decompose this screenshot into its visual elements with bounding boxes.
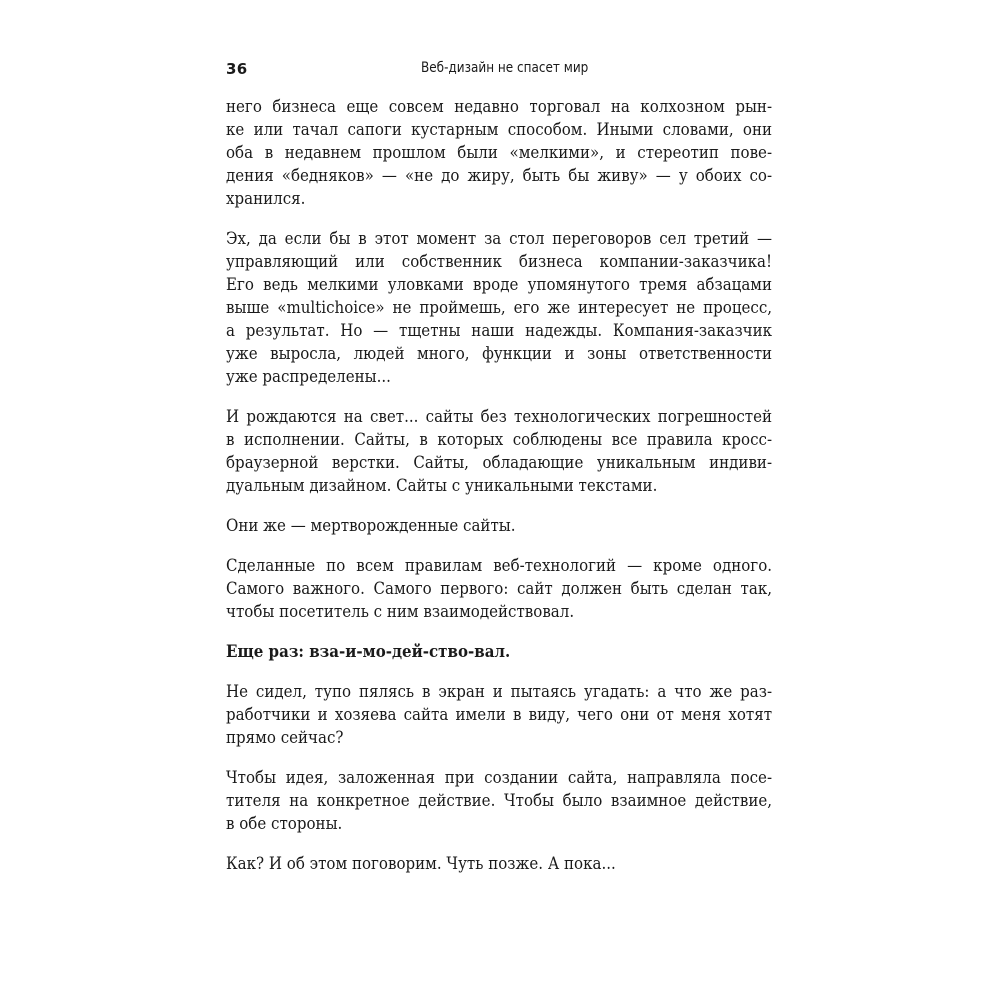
text-line: уже распределены... bbox=[226, 367, 391, 387]
paragraph bbox=[226, 406, 772, 498]
paragraph bbox=[226, 555, 772, 624]
text-line: Еще раз: вза-и-мо-дей-ство-вал. bbox=[226, 642, 511, 662]
paragraph bbox=[226, 853, 772, 876]
body-text bbox=[226, 96, 772, 893]
text-line: управляющий или собственник бизнеса компании-заказчика! bbox=[226, 252, 773, 272]
text-line: Они же — мертворожденные сайты. bbox=[226, 516, 516, 536]
text-line: Его ведь мелкими уловками вроде упомянутого тремя абзацами bbox=[226, 275, 773, 295]
text-line: тителя на конкретное действие. Чтобы было взаимное действие, bbox=[226, 791, 773, 811]
paragraph bbox=[226, 681, 772, 750]
text-line: в обе стороны. bbox=[226, 814, 343, 834]
text-line: Самого важного. Самого первого: сайт должен быть сделан так, bbox=[226, 579, 773, 599]
running-title: Веб-дизайн не спасет мир bbox=[421, 60, 589, 76]
text-line: Не сидел, тупо пялясь в экран и пытаясь угадать: а что же раз- bbox=[226, 682, 773, 702]
paragraph bbox=[226, 515, 772, 538]
text-line: в исполнении. Сайты, в которых соблюдены все правила кросс- bbox=[226, 430, 773, 450]
text-line: дения «бедняков» — «не до жиру, быть бы живу» — у обоих со- bbox=[226, 166, 773, 186]
text-line: Эх, да если бы в этот момент за стол переговоров сел третий — bbox=[226, 229, 773, 249]
page-number: 36 bbox=[226, 60, 248, 78]
text-line: Сделанные по всем правилам веб-технологий — кроме одного. bbox=[226, 556, 773, 576]
text-line: И рождаются на свет... сайты без технологических погрешностей bbox=[226, 407, 773, 427]
text-line: браузерной верстки. Сайты, обладающие уникальным индиви- bbox=[226, 453, 773, 473]
text-line: выше «multichoice» не проймешь, его же интересует не процесс, bbox=[226, 298, 773, 318]
text-line: прямо сейчас? bbox=[226, 728, 344, 748]
page-header bbox=[226, 60, 772, 84]
text-line: Чтобы идея, заложенная при создании сайта, направляла посе- bbox=[226, 768, 773, 788]
text-line: дуальным дизайном. Сайты с уникальными текстами. bbox=[226, 476, 658, 496]
text-line: ке или тачал сапоги кустарным способом. Иными словами, они bbox=[226, 120, 773, 140]
text-line: Как? И об этом поговорим. Чуть позже. А пока... bbox=[226, 854, 616, 874]
text-line: работчики и хозяева сайта имели в виду, чего они от меня хотят bbox=[226, 705, 773, 725]
text-line: а результат. Но — тщетны наши надежды. Компания-заказчик bbox=[226, 321, 773, 341]
paragraph bbox=[226, 228, 772, 389]
text-line: него бизнеса еще совсем недавно торговал на колхозном рын- bbox=[226, 97, 773, 117]
text-line: чтобы посетитель с ним взаимодействовал. bbox=[226, 602, 575, 622]
paragraph bbox=[226, 767, 772, 836]
text-line: уже выросла, людей много, функции и зоны ответственности bbox=[226, 344, 773, 364]
text-line: хранился. bbox=[226, 189, 306, 209]
text-line: оба в недавнем прошлом были «мелкими», и стереотип пове- bbox=[226, 143, 773, 163]
paragraph bbox=[226, 96, 772, 211]
emphasis-paragraph bbox=[226, 641, 772, 664]
